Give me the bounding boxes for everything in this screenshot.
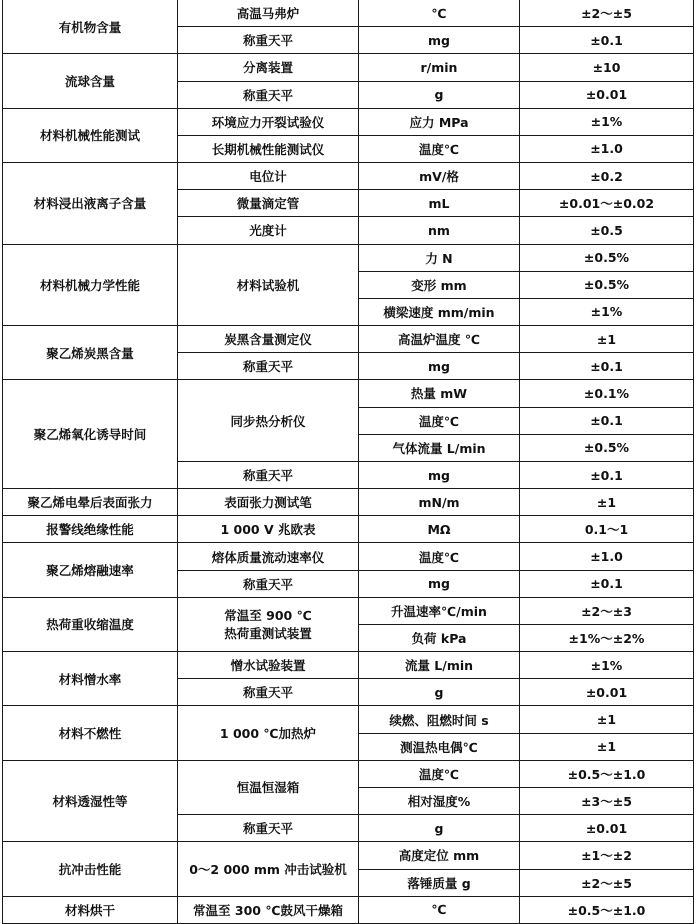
table-row bbox=[3, 163, 694, 190]
accuracy-cell: ±1 bbox=[520, 733, 694, 760]
unit-cell: 流量 L/min bbox=[359, 652, 520, 679]
unit-cell: 力 N bbox=[359, 244, 520, 271]
unit-cell: 温度℃ bbox=[359, 135, 520, 162]
unit-cell: 高度定位 mm bbox=[359, 842, 520, 869]
equipment-cell: 称重天平 bbox=[178, 570, 359, 597]
equipment-cell: 恒温恒湿箱 bbox=[178, 760, 359, 814]
equipment-cell: 分离装置 bbox=[178, 54, 359, 81]
unit-cell: mg bbox=[359, 570, 520, 597]
accuracy-cell: ±0.01 bbox=[520, 815, 694, 842]
accuracy-cell: ±0.1 bbox=[520, 353, 694, 380]
table-row bbox=[3, 543, 694, 570]
equipment-cell: 1 000 V 兆欧表 bbox=[178, 516, 359, 543]
equipment-cell: 称重天平 bbox=[178, 353, 359, 380]
table-row bbox=[3, 706, 694, 733]
equipment-cell: 称重天平 bbox=[178, 815, 359, 842]
accuracy-cell: ±0.01～±0.02 bbox=[520, 190, 694, 217]
equipment-table bbox=[2, 0, 694, 924]
accuracy-cell: ±2～±5 bbox=[520, 869, 694, 896]
test-item-cell: 抗冲击性能 bbox=[3, 842, 178, 896]
unit-cell: g bbox=[359, 815, 520, 842]
table-row bbox=[3, 842, 694, 869]
accuracy-cell: ±10 bbox=[520, 54, 694, 81]
unit-cell: 续燃、阻燃时间 s bbox=[359, 706, 520, 733]
equipment-cell: 熔体质量流动速率仪 bbox=[178, 543, 359, 570]
test-item-cell: 材料机械性能测试 bbox=[3, 108, 178, 162]
accuracy-cell: ±1% bbox=[520, 652, 694, 679]
equipment-cell: 1 000 ℃加热炉 bbox=[178, 706, 359, 760]
accuracy-cell: ±1.0 bbox=[520, 135, 694, 162]
unit-cell: r/min bbox=[359, 54, 520, 81]
accuracy-cell: ±1 bbox=[520, 706, 694, 733]
accuracy-cell: ±0.1% bbox=[520, 380, 694, 407]
accuracy-cell: ±1 bbox=[520, 326, 694, 353]
accuracy-cell: ±0.01 bbox=[520, 679, 694, 706]
equipment-cell: 环境应力开裂试验仪 bbox=[178, 108, 359, 135]
table-row bbox=[3, 652, 694, 679]
unit-cell: 热量 mW bbox=[359, 380, 520, 407]
test-item-cell: 聚乙烯氧化诱导时间 bbox=[3, 380, 178, 489]
test-item-cell: 聚乙烯熔融速率 bbox=[3, 543, 178, 597]
test-item-cell: 流球含量 bbox=[3, 54, 178, 108]
table-row bbox=[3, 54, 694, 81]
equipment-cell: 电位计 bbox=[178, 163, 359, 190]
equipment-cell: 材料试验机 bbox=[178, 244, 359, 326]
accuracy-cell: ±1～±2 bbox=[520, 842, 694, 869]
accuracy-cell: ±3～±5 bbox=[520, 787, 694, 814]
accuracy-cell: ±0.1 bbox=[520, 461, 694, 488]
unit-cell: ℃ bbox=[359, 0, 520, 27]
equipment-cell: 表面张力测试笔 bbox=[178, 489, 359, 516]
unit-cell: 温度℃ bbox=[359, 543, 520, 570]
accuracy-cell: ±0.5% bbox=[520, 434, 694, 461]
table-row bbox=[3, 380, 694, 407]
table-row bbox=[3, 0, 694, 27]
test-item-cell: 报警线绝缘性能 bbox=[3, 516, 178, 543]
unit-cell: g bbox=[359, 81, 520, 108]
equipment-cell: 光度计 bbox=[178, 217, 359, 244]
table-row bbox=[3, 597, 694, 624]
accuracy-cell: ±0.5 bbox=[520, 217, 694, 244]
equipment-cell: 同步热分析仪 bbox=[178, 380, 359, 462]
test-item-cell: 聚乙烯电晕后表面张力 bbox=[3, 489, 178, 516]
unit-cell: 高温炉温度 ℃ bbox=[359, 326, 520, 353]
test-item-cell: 热荷重收缩温度 bbox=[3, 597, 178, 651]
equipment-cell: 微量滴定管 bbox=[178, 190, 359, 217]
test-item-cell: 材料浸出液离子含量 bbox=[3, 163, 178, 245]
unit-cell: 温度℃ bbox=[359, 760, 520, 787]
test-item-cell: 材料不燃性 bbox=[3, 706, 178, 760]
unit-cell: mL bbox=[359, 190, 520, 217]
accuracy-cell: ±0.5% bbox=[520, 244, 694, 271]
unit-cell: mg bbox=[359, 461, 520, 488]
unit-cell: g bbox=[359, 679, 520, 706]
accuracy-cell: ±1% bbox=[520, 108, 694, 135]
accuracy-cell: ±1.0 bbox=[520, 543, 694, 570]
equipment-cell: 0～2 000 mm 冲击试验机 bbox=[178, 842, 359, 896]
unit-cell: nm bbox=[359, 217, 520, 244]
accuracy-cell: 0.1～1 bbox=[520, 516, 694, 543]
test-item-cell: 有机物含量 bbox=[3, 0, 178, 54]
accuracy-cell: ±0.2 bbox=[520, 163, 694, 190]
equipment-cell: 称重天平 bbox=[178, 81, 359, 108]
unit-cell: mg bbox=[359, 27, 520, 54]
equipment-cell: 长期机械性能测试仪 bbox=[178, 135, 359, 162]
unit-cell: 横梁速度 mm/min bbox=[359, 298, 520, 325]
accuracy-cell: ±1 bbox=[520, 489, 694, 516]
unit-cell: 升温速率℃/min bbox=[359, 597, 520, 624]
table-row bbox=[3, 896, 694, 923]
unit-cell: 温度℃ bbox=[359, 407, 520, 434]
accuracy-cell: ±2～±3 bbox=[520, 597, 694, 624]
equipment-line: 常温至 900 ℃ bbox=[224, 608, 312, 624]
accuracy-cell: ±0.5～±1.0 bbox=[520, 896, 694, 923]
test-item-cell: 材料透湿性等 bbox=[3, 760, 178, 842]
accuracy-cell: ±0.5% bbox=[520, 271, 694, 298]
equipment-cell: 称重天平 bbox=[178, 679, 359, 706]
equipment-cell: 炭黑含量测定仪 bbox=[178, 326, 359, 353]
equipment-cell: 称重天平 bbox=[178, 27, 359, 54]
accuracy-cell: ±1% bbox=[520, 298, 694, 325]
unit-cell: MΩ bbox=[359, 516, 520, 543]
table-row bbox=[3, 108, 694, 135]
equipment-cell: 高温马弗炉 bbox=[178, 0, 359, 27]
unit-cell: 负荷 kPa bbox=[359, 624, 520, 651]
accuracy-cell: ±0.1 bbox=[520, 27, 694, 54]
equipment-cell: 常温至 300 ℃鼓风干燥箱 bbox=[178, 896, 359, 923]
equipment-cell: 憎水试验装置 bbox=[178, 652, 359, 679]
unit-cell: 测温热电偶℃ bbox=[359, 733, 520, 760]
unit-cell: mg bbox=[359, 353, 520, 380]
accuracy-cell: ±0.1 bbox=[520, 570, 694, 597]
table-row bbox=[3, 516, 694, 543]
test-item-cell: 材料烘干 bbox=[3, 896, 178, 923]
unit-cell: 应力 MPa bbox=[359, 108, 520, 135]
unit-cell: mN/m bbox=[359, 489, 520, 516]
unit-cell: 落锤质量 g bbox=[359, 869, 520, 896]
equipment-cell: 称重天平 bbox=[178, 461, 359, 488]
unit-cell: 相对湿度% bbox=[359, 787, 520, 814]
table-row bbox=[3, 326, 694, 353]
accuracy-cell: ±0.1 bbox=[520, 407, 694, 434]
equipment-cell bbox=[178, 597, 359, 651]
table-row bbox=[3, 244, 694, 271]
table-row bbox=[3, 760, 694, 787]
accuracy-cell: ±0.01 bbox=[520, 81, 694, 108]
table-row bbox=[3, 489, 694, 516]
accuracy-cell: ±2～±5 bbox=[520, 0, 694, 27]
accuracy-cell: ±1%～±2% bbox=[520, 624, 694, 651]
unit-cell: ℃ bbox=[359, 896, 520, 923]
equipment-line: 热荷重测试装置 bbox=[224, 626, 312, 642]
accuracy-cell: ±0.5～±1.0 bbox=[520, 760, 694, 787]
unit-cell: 变形 mm bbox=[359, 271, 520, 298]
test-item-cell: 材料憎水率 bbox=[3, 652, 178, 706]
test-item-cell: 材料机械力学性能 bbox=[3, 244, 178, 326]
test-item-cell: 聚乙烯炭黑含量 bbox=[3, 326, 178, 380]
unit-cell: 气体流量 L/min bbox=[359, 434, 520, 461]
unit-cell: mV/格 bbox=[359, 163, 520, 190]
